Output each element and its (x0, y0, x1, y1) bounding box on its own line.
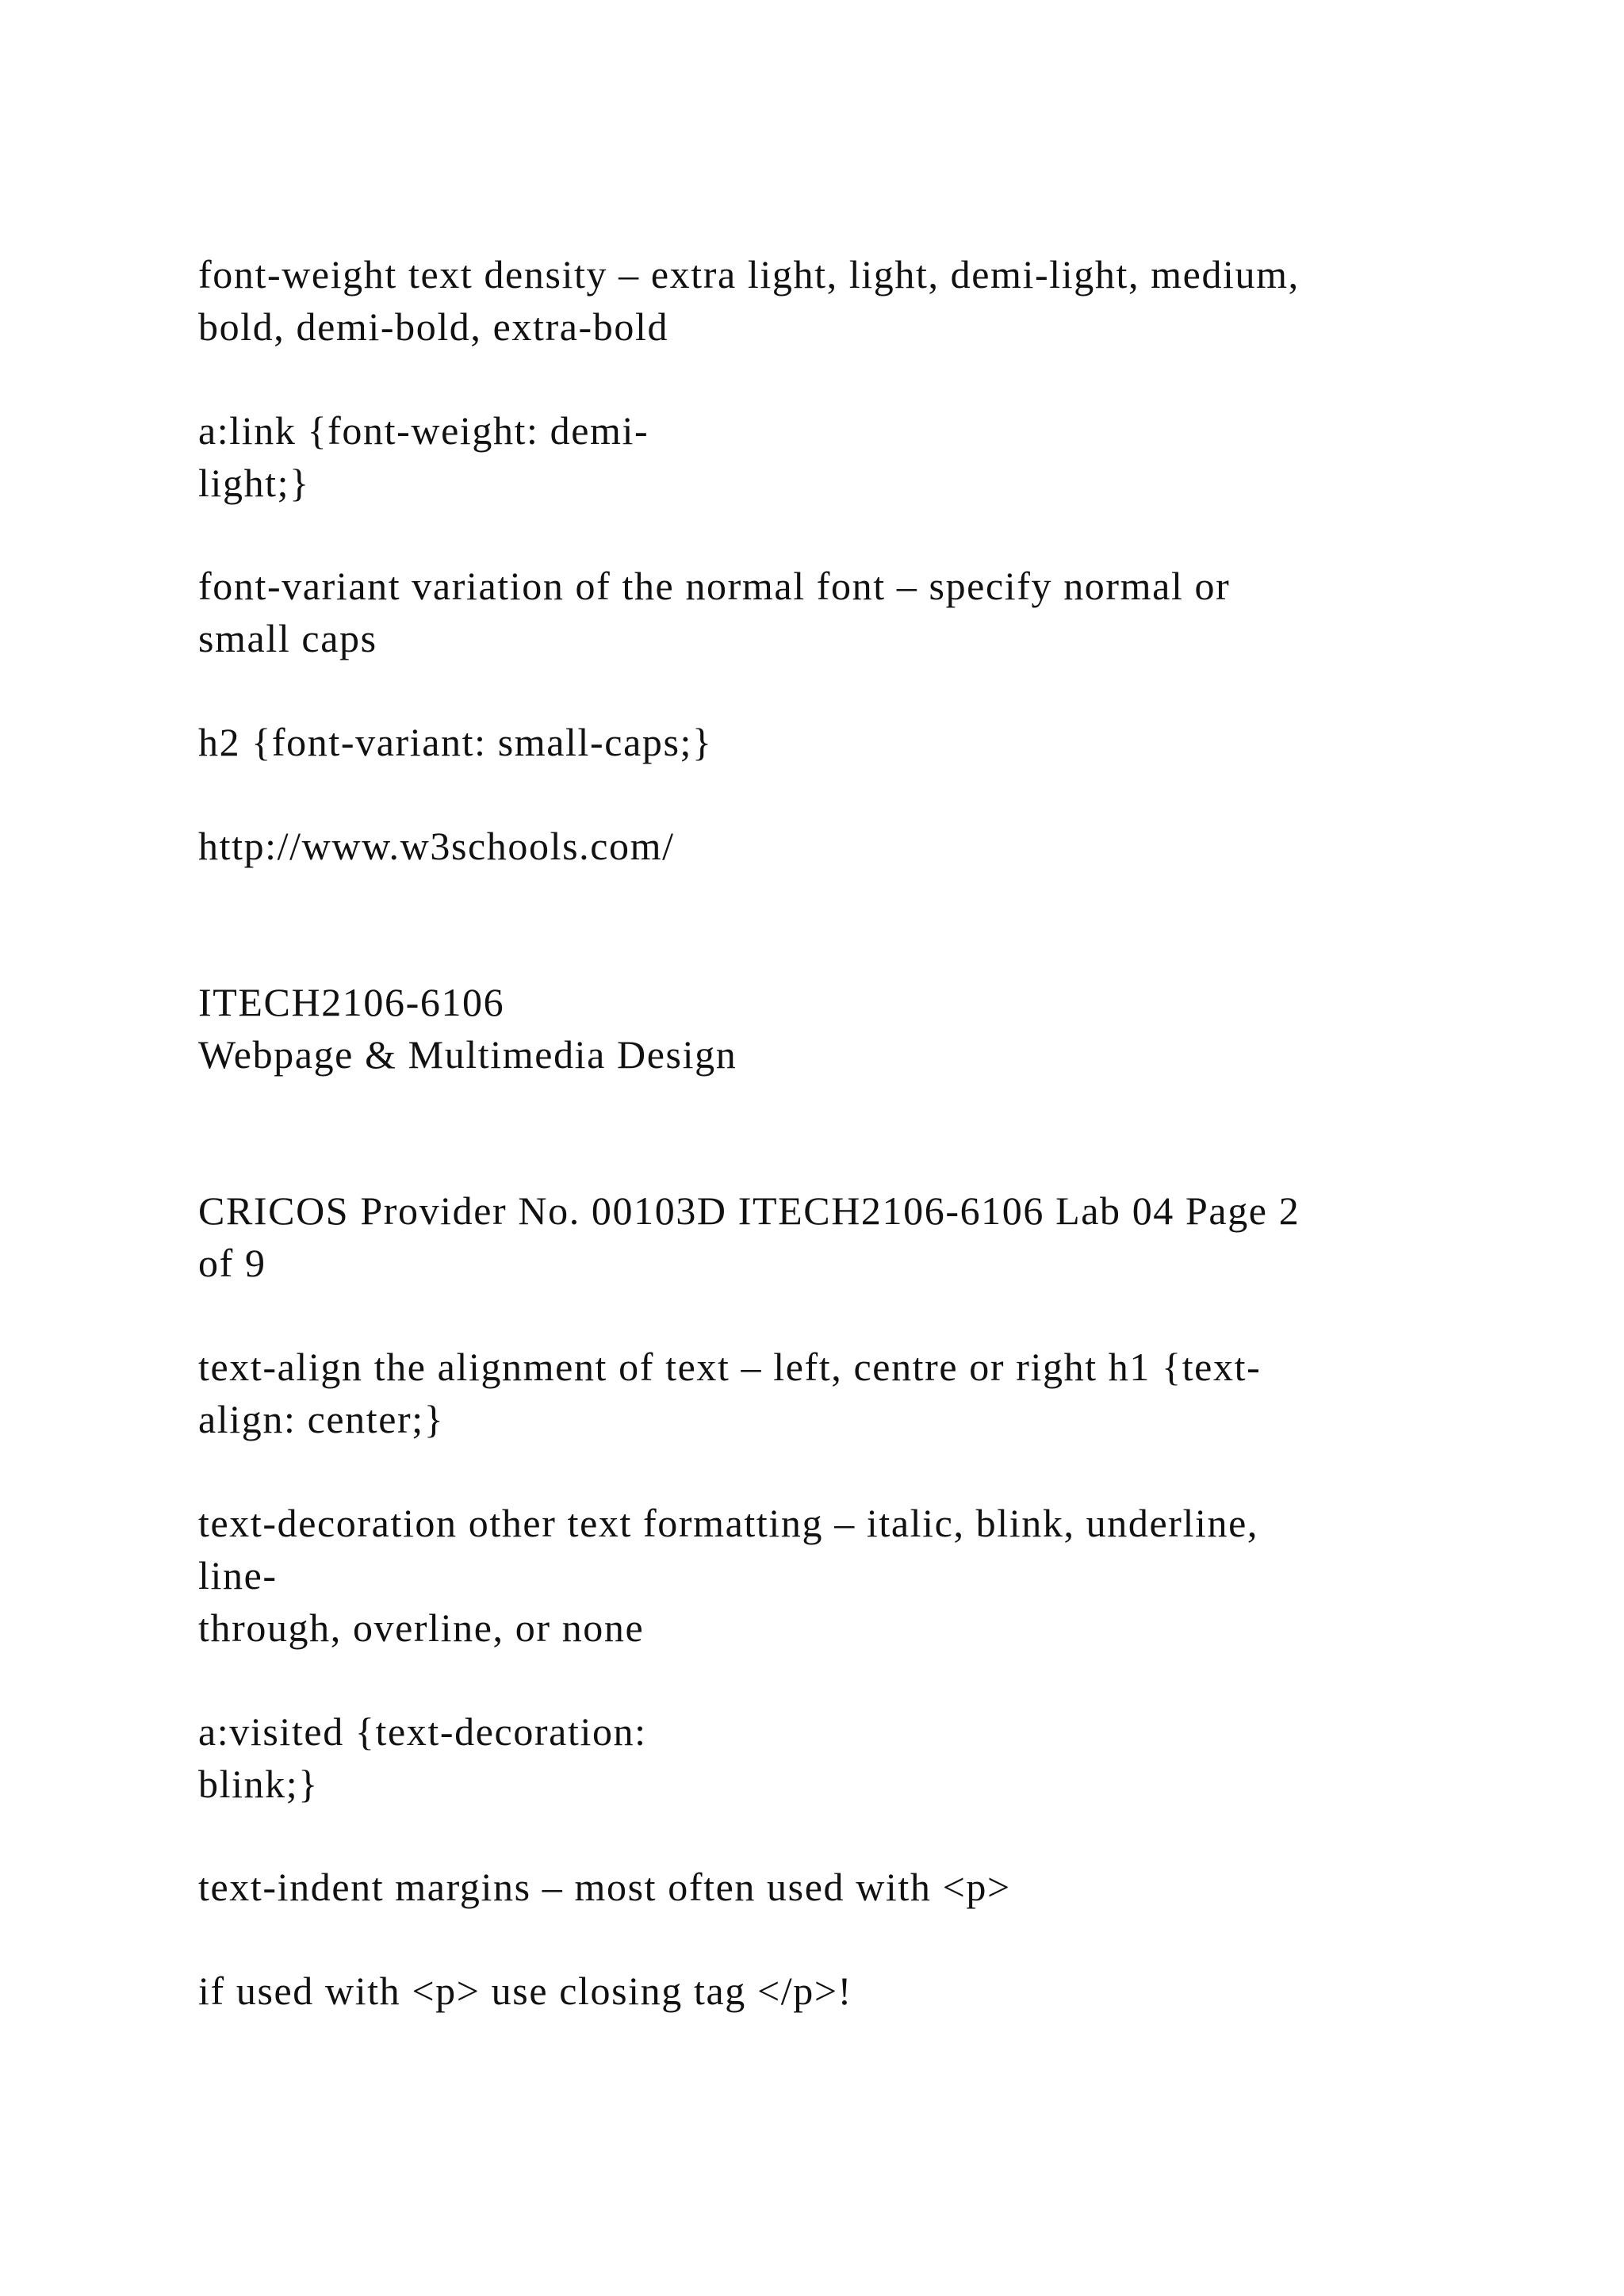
text-align-description-line-1: text-align the alignment of text – left, centre or right h1 {text- (198, 1345, 1262, 1389)
font-variant-description-line-1: font-variant variation of the normal font – specify normal or (198, 564, 1231, 608)
font-weight-description-line-1: font-weight text density – extra light, light, demi-light, medium, (198, 252, 1300, 297)
text-decoration-example-line-1: a:visited {text-decoration: (198, 1709, 647, 1754)
text-indent-description: text-indent margins – most often used with <p> (198, 1865, 1011, 1909)
text-decoration-description-line-3: through, overline, or none (198, 1605, 645, 1650)
font-variant-description-line-2: small caps (198, 616, 377, 660)
course-code: ITECH2106-6106 (198, 980, 505, 1024)
text-align-description-line-2: align: center;} (198, 1397, 445, 1441)
page-footer-line-2: of 9 (198, 1241, 266, 1285)
text-decoration-example-line-2: blink;} (198, 1762, 319, 1806)
font-weight-example-line-2: light;} (198, 461, 310, 505)
font-variant-example: h2 {font-variant: small-caps;} (198, 720, 713, 764)
font-weight-description-line-2: bold, demi-bold, extra-bold (198, 304, 669, 349)
reference-url: http://www.w3schools.com/ (198, 824, 675, 868)
page-footer-line-1: CRICOS Provider No. 00103D ITECH2106-6106 Lab 04 Page 2 (198, 1188, 1300, 1233)
text-decoration-description-line-2: line- (198, 1553, 278, 1598)
closing-tag-note: if used with <p> use closing tag </p>! (198, 1969, 852, 2013)
course-title: Webpage & Multimedia Design (198, 1032, 737, 1077)
font-weight-example-line-1: a:link {font-weight: demi- (198, 408, 649, 453)
text-decoration-description-line-1: text-decoration other text formatting – italic, blink, underline, (198, 1501, 1258, 1545)
